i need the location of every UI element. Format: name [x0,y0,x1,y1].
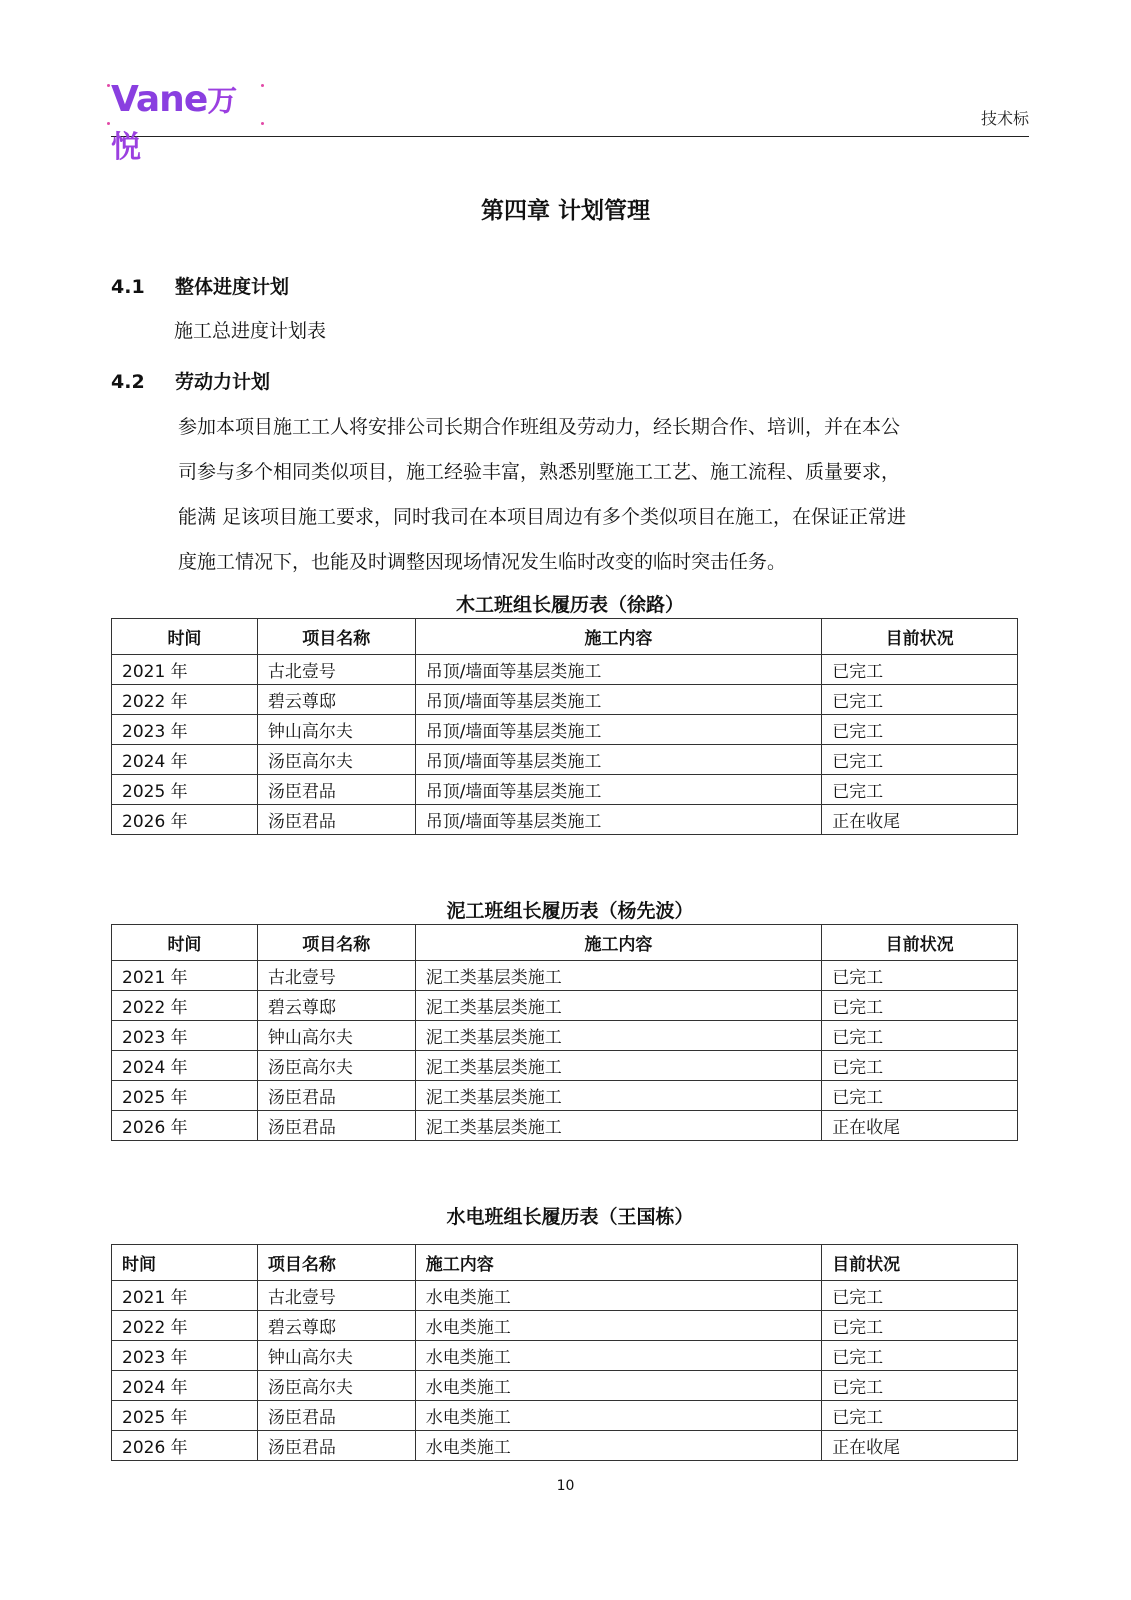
table-cell: 吊顶/墙面等基层类施工 [415,805,821,835]
paragraph-line: 参加本项目施工工人将安排公司长期合作班组及劳动力，经长期合作、培训，并在本公 [178,416,901,438]
table-cell: 2026 年 [112,805,258,835]
table-cell: 2023 年 [112,715,258,745]
table-cell: 古北壹号 [257,1281,415,1311]
table-cell: 古北壹号 [257,961,415,991]
table-cell: 正在收尾 [822,805,1018,835]
table-cell: 钟山高尔夫 [257,1021,415,1051]
table-row [112,805,1018,835]
table-cell: 2022 年 [112,685,258,715]
table-cell: 2026 年 [112,1111,258,1141]
table-cell: 水电类施工 [415,1281,821,1311]
table-cell: 2025 年 [112,775,258,805]
table-cell: 汤臣高尔夫 [257,745,415,775]
page-header [111,76,1029,165]
table-cell: 2026 年 [112,1431,258,1461]
table-cell: 汤臣高尔夫 [257,1051,415,1081]
table-cell: 已完工 [822,1051,1018,1081]
table-cell: 水电类施工 [415,1401,821,1431]
header-cell: 目前状况 [822,925,1018,961]
table-cell: 已完工 [822,1021,1018,1051]
table-cell: 吊顶/墙面等基层类施工 [415,685,821,715]
table-cell: 2024 年 [112,1371,258,1401]
header-cell: 时间 [112,1245,258,1281]
table-title-plumbing-electrical: 水电班组长履历表（王国栋） [446,1206,694,1228]
table-cell: 泥工类基层类施工 [415,961,821,991]
table-cell: 已完工 [822,685,1018,715]
table-header-row [112,619,1018,655]
table-cell: 2021 年 [112,961,258,991]
table-cell: 汤臣君品 [257,1111,415,1141]
section-subtitle: 施工总进度计划表 [174,320,327,342]
table-row [112,775,1018,805]
table-cell: 已完工 [822,775,1018,805]
table-cell: 水电类施工 [415,1311,821,1341]
table-cell: 水电类施工 [415,1341,821,1371]
table-cell: 泥工类基层类施工 [415,1051,821,1081]
header-cell: 施工内容 [415,1245,821,1281]
table-cell: 正在收尾 [822,1431,1018,1461]
table-cell: 碧云尊邸 [257,685,415,715]
page-number: 10 [556,1478,575,1494]
table-cell: 2021 年 [112,1281,258,1311]
table-row [112,715,1018,745]
chapter-title: 第四章 计划管理 [480,198,650,224]
plumbing-electrical-resume-table [111,1244,1018,1461]
header-cell: 目前状况 [822,1245,1018,1281]
table-row [112,1371,1018,1401]
table-row [112,1341,1018,1371]
table-row [112,1021,1018,1051]
table-cell: 2022 年 [112,1311,258,1341]
table-cell: 已完工 [822,1311,1018,1341]
table-cell: 泥工类基层类施工 [415,1021,821,1051]
table-cell: 吊顶/墙面等基层类施工 [415,745,821,775]
table-cell: 吊顶/墙面等基层类施工 [415,715,821,745]
table-cell: 2024 年 [112,1051,258,1081]
table-cell: 2024 年 [112,745,258,775]
section-number: 4.2 [111,371,145,393]
table-cell: 钟山高尔夫 [257,715,415,745]
table-cell: 已完工 [822,991,1018,1021]
table-cell: 2021 年 [112,655,258,685]
section-number: 4.1 [111,276,145,298]
table-cell: 水电类施工 [415,1371,821,1401]
table-cell: 已完工 [822,1341,1018,1371]
table-cell: 已完工 [822,1371,1018,1401]
table-row [112,1311,1018,1341]
carpentry-resume-table [111,618,1018,835]
doc-type-label: 技术标 [980,109,1029,128]
table-cell: 吊顶/墙面等基层类施工 [415,775,821,805]
table-cell: 2023 年 [112,1021,258,1051]
table-cell: 泥工类基层类施工 [415,1081,821,1111]
table-cell: 汤臣君品 [257,1431,415,1461]
table-cell: 已完工 [822,1081,1018,1111]
table-cell: 已完工 [822,961,1018,991]
table-cell: 水电类施工 [415,1431,821,1461]
labor-paragraph [178,405,1030,585]
table-cell: 碧云尊邸 [257,991,415,1021]
logo-text: Vane [111,79,208,120]
table-cell: 正在收尾 [822,1111,1018,1141]
table-cell: 2023 年 [112,1341,258,1371]
table-row [112,1081,1018,1111]
paragraph-line: 度施工情况下，也能及时调整因现场情况发生临时改变的临时突击任务。 [178,551,787,573]
table-cell: 已完工 [822,1281,1018,1311]
table-row [112,1401,1018,1431]
table-cell: 汤臣高尔夫 [257,1371,415,1401]
table-cell: 汤臣君品 [257,1081,415,1111]
section-title: 劳动力计划 [175,371,271,393]
section-title: 整体进度计划 [175,276,290,298]
table-title-masonry: 泥工班组长履历表（杨先波） [446,900,694,922]
table-header-row [112,1245,1018,1281]
table-cell: 2025 年 [112,1401,258,1431]
table-cell: 吊顶/墙面等基层类施工 [415,655,821,685]
table-row [112,1281,1018,1311]
paragraph-line: 能满 足该项目施工要求，同时我司在本项目周边有多个类似项目在施工，在保证正常进 [178,506,907,528]
table-cell: 汤臣君品 [257,1401,415,1431]
table-cell: 2025 年 [112,1081,258,1111]
header-cell: 项目名称 [257,619,415,655]
table-cell: 已完工 [822,745,1018,775]
paragraph-line: 司参与多个相同类似项目，施工经验丰富，熟悉别墅施工工艺、施工流程、质量要求， [178,461,901,483]
section-heading-4-2 [111,367,270,394]
table-cell: 汤臣君品 [257,775,415,805]
table-cell: 已完工 [822,715,1018,745]
table-header-row [112,925,1018,961]
section-heading-4-1 [111,272,289,299]
table-cell: 泥工类基层类施工 [415,1111,821,1141]
table-title-carpentry: 木工班组长履历表（徐路） [455,594,684,616]
table-row [112,991,1018,1021]
table-cell: 已完工 [822,1401,1018,1431]
vane-logo [107,78,267,165]
table-row [112,961,1018,991]
table-cell: 汤臣君品 [257,805,415,835]
header-cell: 时间 [112,619,258,655]
table-cell: 泥工类基层类施工 [415,991,821,1021]
table-row [112,655,1018,685]
masonry-resume-table [111,924,1018,1141]
header-cell: 施工内容 [415,925,821,961]
table-cell: 碧云尊邸 [257,1311,415,1341]
table-row [112,685,1018,715]
table-cell: 钟山高尔夫 [257,1341,415,1371]
header-cell: 项目名称 [257,925,415,961]
table-cell: 2022 年 [112,991,258,1021]
header-cell: 时间 [112,925,258,961]
table-row [112,1431,1018,1461]
header-cell: 项目名称 [257,1245,415,1281]
table-row [112,745,1018,775]
header-cell: 目前状况 [822,619,1018,655]
table-cell: 已完工 [822,655,1018,685]
header-cell: 施工内容 [415,619,821,655]
table-cell: 古北壹号 [257,655,415,685]
table-row [112,1111,1018,1141]
table-row [112,1051,1018,1081]
logo-cn: 万悦 [111,84,238,165]
